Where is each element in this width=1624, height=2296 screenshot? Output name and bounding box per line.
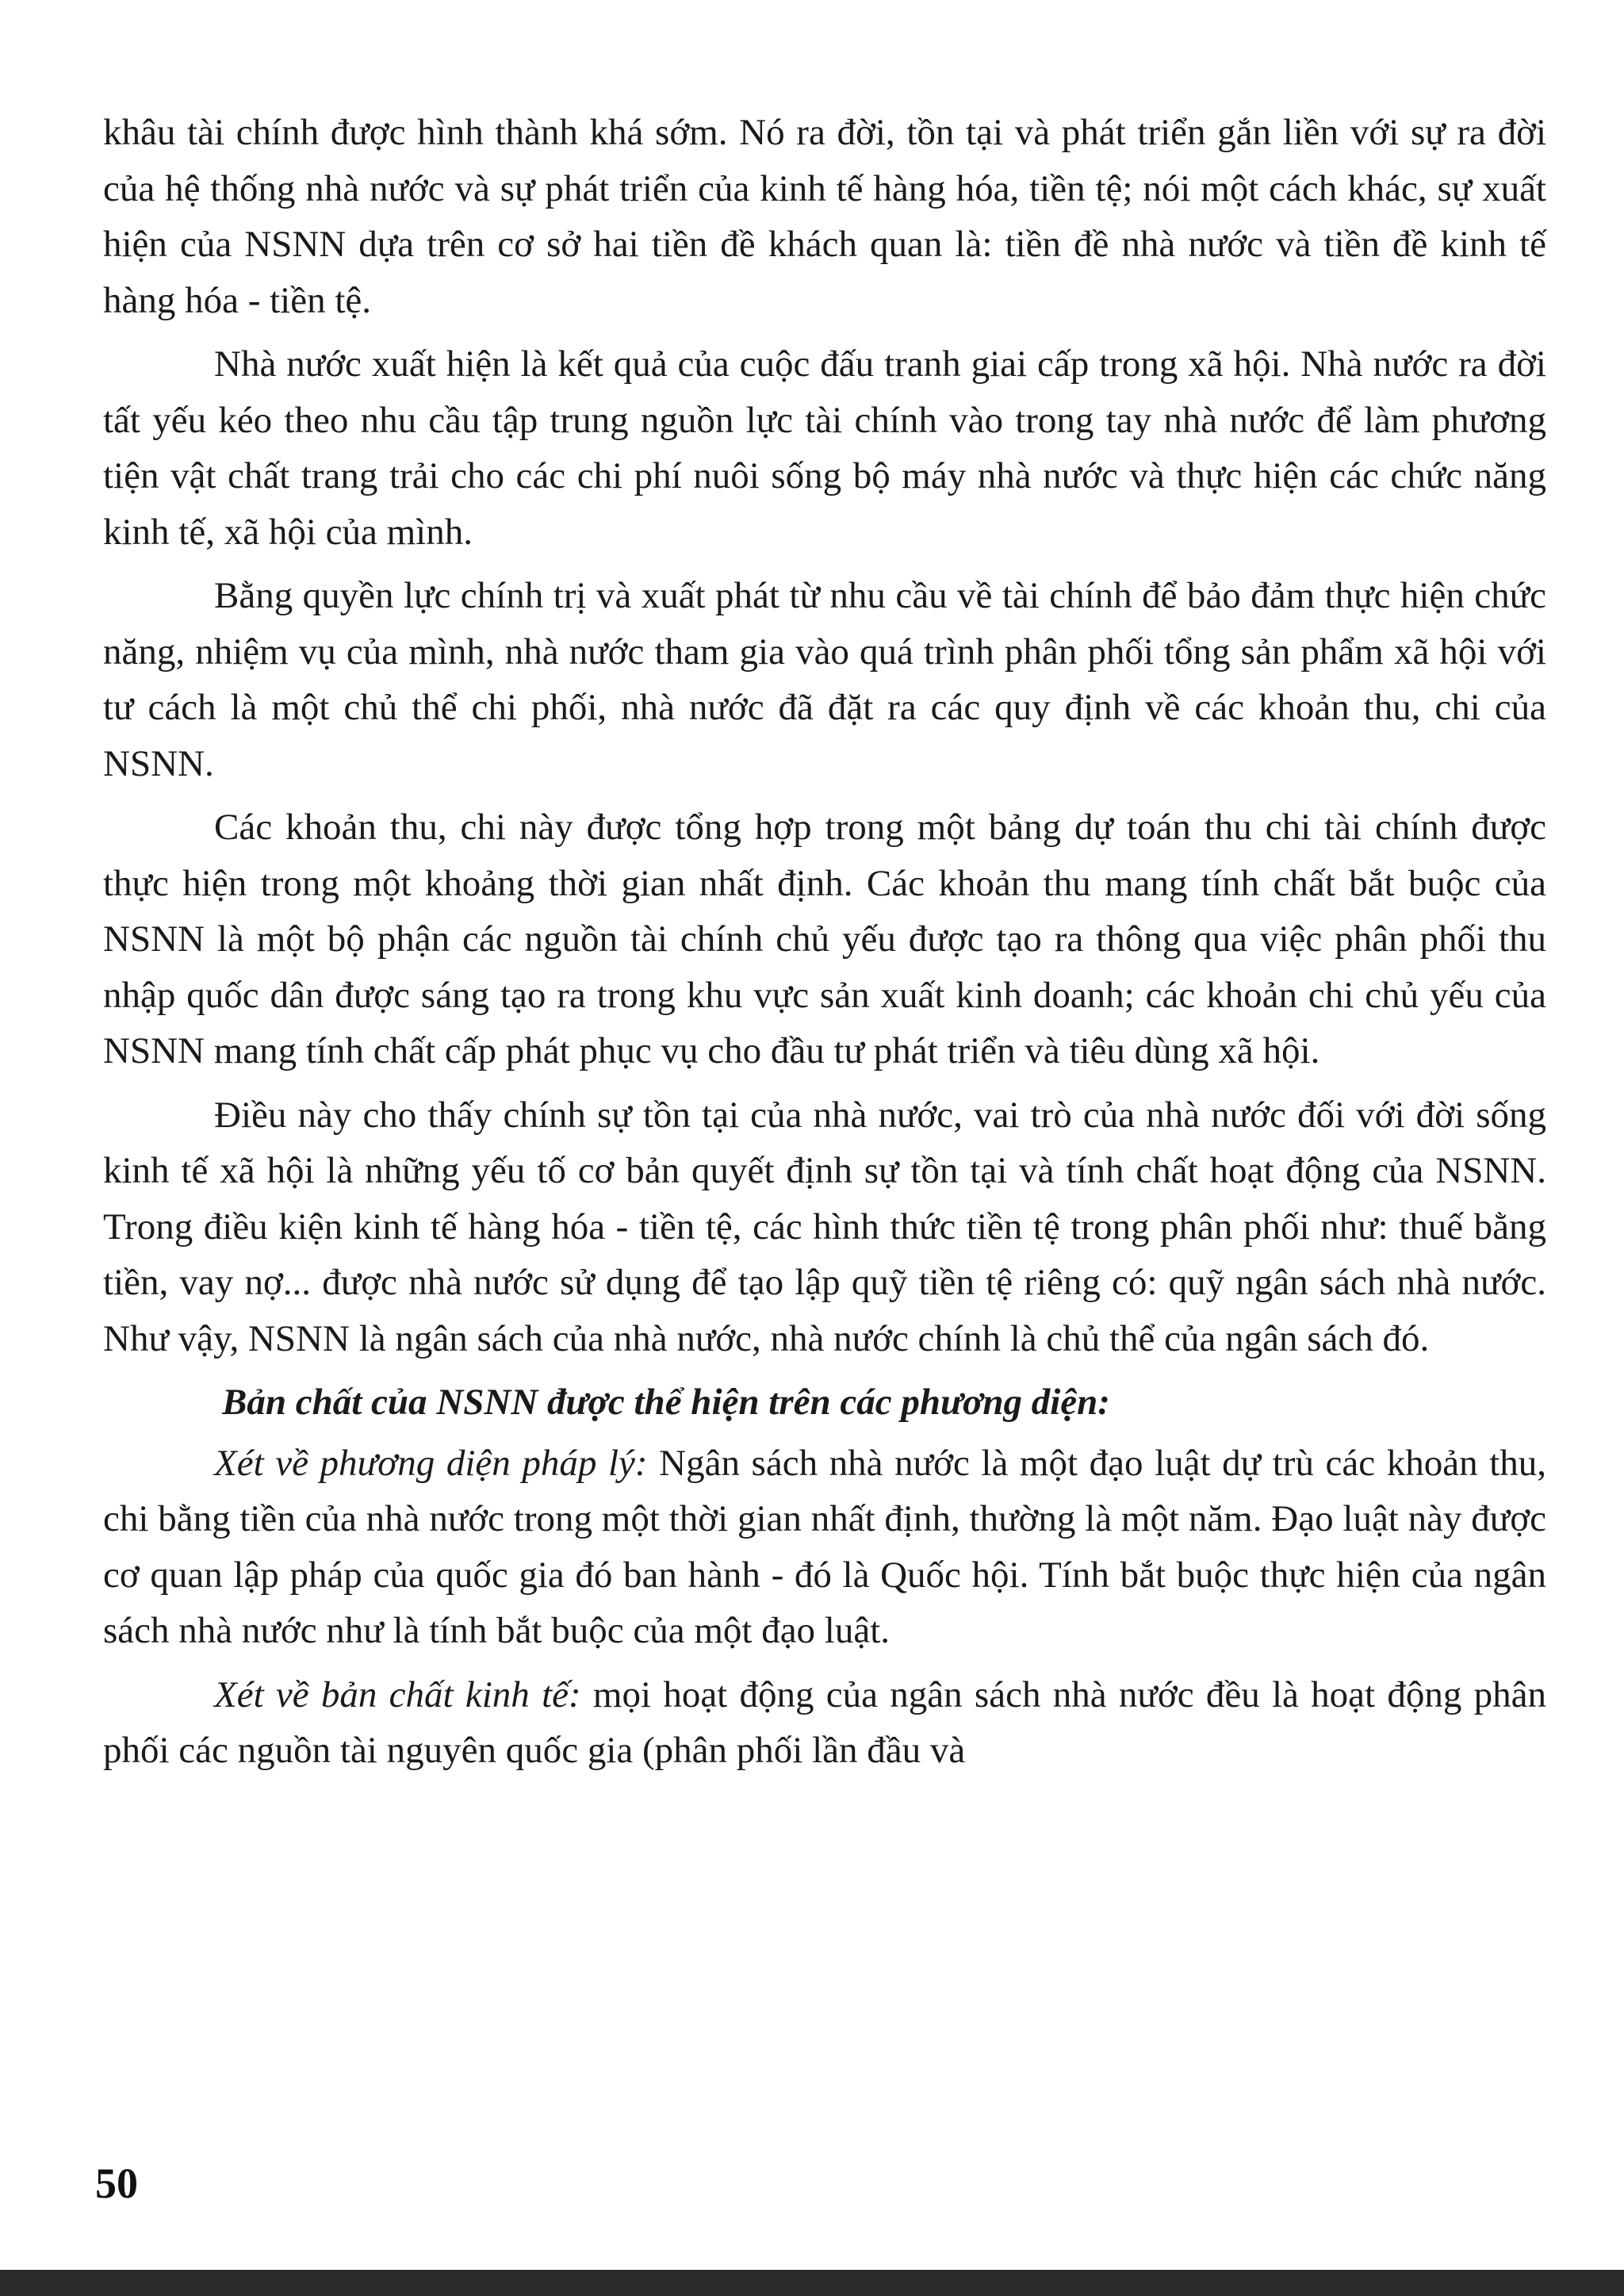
scan-edge-bar <box>0 2270 1624 2296</box>
paragraph-legal-aspect <box>103 1435 1546 1659</box>
economic-aspect-text: mọi hoạt động của ngân sách nhà nước đều là hoạt động phân phối các nguồn tài nguyên quốc gia (phân phối lần đầu và <box>103 1673 1546 1771</box>
page-number: 50 <box>95 2160 138 2207</box>
page-body <box>103 105 1546 1787</box>
paragraph-continuation: khâu tài chính được hình thành khá sớm. Nó ra đời, tồn tại và phát triển gắn liền với sự ra đời của hệ thống nhà nước và sự phát triển của kinh tế hàng hóa, tiền tệ; nói một cách khác, sự xuất hiện của NSNN dựa trên cơ sở hai tiền đề khách quan là: tiền đề nhà nước và tiền đề kinh tế hàng hóa - tiền tệ. <box>103 112 1546 321</box>
paragraph-economic-aspect <box>103 1667 1546 1779</box>
legal-aspect-text: Ngân sách nhà nước là một đạo luật dự trù các khoản thu, chi bằng tiền của nhà nước trong một thời gian nhất định, thường là một năm. Đạo luật này được cơ quan lập pháp của quốc gia đó ban hành - đó là Quốc hội. Tính bắt buộc thực hiện của ngân sách nhà nước như là tính bắt buộc của một đạo luật. <box>103 1442 1547 1651</box>
paragraph-political-power: Bằng quyền lực chính trị và xuất phát từ nhu cầu về tài chính để bảo đảm thực hiện chức năng, nhiệm vụ của mình, nhà nước tham gia vào quá trình phân phối tổng sản phẩm xã hội với tư cách là một chủ thể chi phối, nhà nước đã đặt ra các quy định về các khoản thu, chi của NSNN. <box>103 575 1546 784</box>
section-heading: Bản chất của NSNN được thể hiện trên các phương diện: <box>222 1382 1110 1423</box>
paragraph-state-role: Điều này cho thấy chính sự tồn tại của nhà nước, vai trò của nhà nước đối với đời sống kinh tế xã hội là những yếu tố cơ bản quyết định sự tồn tại và tính chất hoạt động của NSNN. Trong điều kiện kinh tế hàng hóa - tiền tệ, các hình thức tiền tệ trong phân phối như: thuế bằng tiền, vay nợ... được nhà nước sử dụng để tạo lập quỹ tiền tệ riêng có: quỹ ngân sách nhà nước. Như vậy, NSNN là ngân sách của nhà nước, nhà nước chính là chủ thể của ngân sách đó. <box>103 1094 1546 1359</box>
economic-aspect-lead: Xét về bản chất kinh tế: <box>214 1673 581 1715</box>
legal-aspect-lead: Xét về phương diện pháp lý: <box>214 1442 648 1484</box>
paragraph-revenue-expenditure: Các khoản thu, chi này được tổng hợp trong một bảng dự toán thu chi tài chính được thực hiện trong một khoảng thời gian nhất định. Các khoản thu mang tính chất bắt buộc của NSNN là một bộ phận các nguồn tài chính chủ yếu được tạo ra thông qua việc phân phối thu nhập quốc dân được sáng tạo ra trong khu vực sản xuất kinh doanh; các khoản chi chủ yếu của NSNN mang tính chất cấp phát phục vụ cho đầu tư phát triển và tiêu dùng xã hội. <box>103 807 1546 1071</box>
paragraph-state-emergence: Nhà nước xuất hiện là kết quả của cuộc đấu tranh giai cấp trong xã hội. Nhà nước ra đời tất yếu kéo theo nhu cầu tập trung nguồn lực tài chính vào trong tay nhà nước để làm phương tiện vật chất trang trải cho các chi phí nuôi sống bộ máy nhà nước và thực hiện các chức năng kinh tế, xã hội của mình. <box>103 343 1546 553</box>
